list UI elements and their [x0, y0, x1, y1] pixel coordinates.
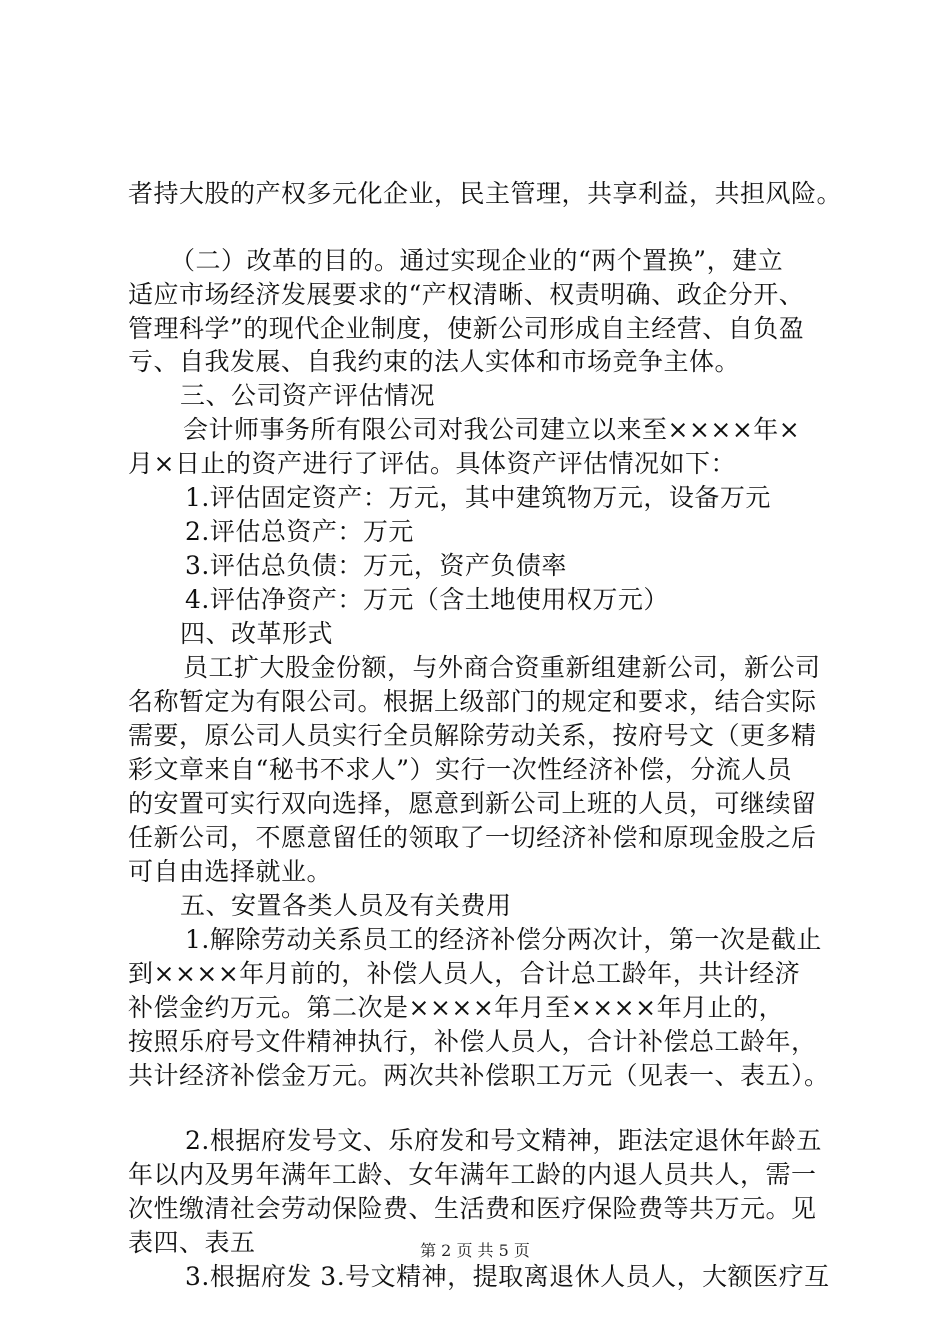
- section-heading: 四、改革形式: [180, 619, 334, 648]
- list-item: 3.评估总负债：万元，资产负债率: [185, 551, 567, 580]
- text-line: 补偿金约万元。第二次是××××年月至××××年月止的，: [128, 993, 785, 1022]
- list-item: 1.评估固定资产：万元，其中建筑物万元，设备万元: [185, 483, 771, 512]
- section-heading: 三、公司资产评估情况: [180, 381, 436, 410]
- text-line: 彩文章来自“秘书不求人”）实行一次性经济补偿，分流人员: [128, 755, 793, 784]
- text-line: 次性缴清社会劳动保险费、生活费和医疗保险费等共万元。见: [128, 1194, 817, 1223]
- text-line: 者持大股的产权多元化企业，民主管理，共享利益，共担风险。: [128, 179, 843, 208]
- text-line: 任新公司，不愿意留任的领取了一切经济补偿和原现金股之后: [128, 823, 817, 852]
- text-line: 的安置可实行双向选择，愿意到新公司上班的人员，可继续留: [128, 789, 817, 818]
- text-line: （二）改革的目的。通过实现企业的“两个置换”，建立: [170, 246, 784, 275]
- text-line: 需要，原公司人员实行全员解除劳动关系，按府号文（更多精: [128, 721, 817, 750]
- text-line: 月×日止的资产进行了评估。具体资产评估情况如下：: [128, 449, 736, 478]
- text-line: 名称暂定为有限公司。根据上级部门的规定和要求，结合实际: [128, 687, 817, 716]
- text-line: 员工扩大股金份额，与外商合资重新组建新公司，新公司: [183, 653, 821, 682]
- text-line: 管理科学”的现代企业制度，使新公司形成自主经营、自负盈: [128, 314, 805, 343]
- text-line: 亏、自我发展、自我约束的法人实体和市场竞争主体。: [128, 347, 741, 376]
- section-heading: 五、安置各类人员及有关费用: [180, 891, 512, 920]
- text-line: 适应市场经济发展要求的“产权清晰、权责明确、政企分开、: [128, 280, 805, 309]
- text-line: 2.根据府发号文、乐府发和号文精神，距法定退休年龄五: [185, 1126, 822, 1155]
- text-line: 共计经济补偿金万元。两次共补偿职工万元（见表一、表五）。: [128, 1061, 830, 1090]
- text-line: 到××××年月前的，补偿人员人，合计总工龄年，共计经济: [128, 959, 801, 988]
- text-line: 3.根据府发 3.号文精神，提取离退休人员人，大额医疗互: [185, 1262, 830, 1291]
- text-line: 年以内及男年满年工龄、女年满年工龄的内退人员共人，需一: [128, 1160, 817, 1189]
- text-line: 1.解除劳动关系员工的经济补偿分两次计，第一次是截止: [185, 925, 822, 954]
- list-item: 4.评估净资产：万元（含土地使用权万元）: [185, 585, 669, 614]
- text-line: 按照乐府号文件精神执行，补偿人员人，合计补偿总工龄年，: [128, 1027, 817, 1056]
- text-line: 会计师事务所有限公司对我公司建立以来至××××年×: [183, 415, 801, 444]
- text-line: 可自由选择就业。: [128, 857, 333, 886]
- list-item: 2.评估总资产：万元: [185, 517, 414, 546]
- page-number-footer: 第 2 页 共 5 页: [420, 1241, 530, 1260]
- text-line: 表四、表五: [128, 1228, 256, 1257]
